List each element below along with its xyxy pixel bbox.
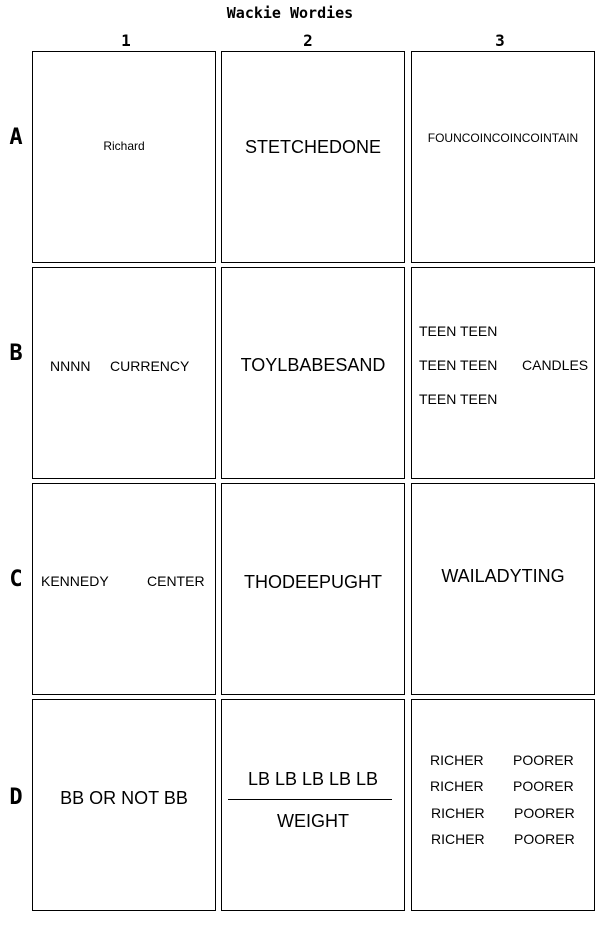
puzzle-text-line: TEEN TEEN bbox=[419, 357, 498, 373]
puzzle-text-left: NNNN bbox=[50, 358, 91, 374]
puzzle-cell-d1 bbox=[32, 699, 216, 911]
puzzle-text: WAILADYTING bbox=[441, 566, 565, 586]
puzzle-text-poorer: POORER bbox=[514, 805, 575, 821]
puzzle-text-richer: RICHER bbox=[430, 752, 484, 768]
puzzle-cell-a3 bbox=[411, 51, 595, 263]
row-header-b: B bbox=[9, 341, 23, 366]
puzzle-text: FOUNCOINCOINCOINTAIN bbox=[427, 131, 579, 145]
puzzle-text-richer: RICHER bbox=[431, 831, 485, 847]
puzzle-text-richer: RICHER bbox=[431, 805, 485, 821]
puzzle-cell-a1 bbox=[32, 51, 216, 263]
puzzle-text: THODEEPUGHT bbox=[243, 572, 382, 592]
puzzle-text-poorer: POORER bbox=[513, 752, 574, 768]
puzzle-cell-b1 bbox=[32, 267, 216, 479]
puzzle-cell-a2 bbox=[221, 51, 405, 263]
row-header-d: D bbox=[9, 785, 23, 810]
column-header-3: 3 bbox=[495, 31, 505, 50]
puzzle-text-candles: CANDLES bbox=[522, 357, 589, 373]
fraction-numerator: LB LB LB LB LB bbox=[247, 769, 379, 789]
puzzle-cell-d3 bbox=[411, 699, 595, 911]
puzzle-cell-b3 bbox=[411, 267, 595, 479]
puzzle-text: STETCHEDONE bbox=[244, 137, 381, 157]
column-header-2: 2 bbox=[303, 31, 313, 50]
puzzle-text: BB OR NOT BB bbox=[60, 788, 188, 808]
puzzle-cell-c1 bbox=[32, 483, 216, 695]
puzzle-cell-d2 bbox=[221, 699, 405, 911]
puzzle-text-right: CURRENCY bbox=[110, 358, 190, 374]
fraction-denominator: WEIGHT bbox=[277, 811, 349, 831]
page-title: Wackie Wordies bbox=[226, 4, 354, 22]
puzzle-text: TOYLBABESAND bbox=[240, 355, 386, 375]
puzzle-text-poorer: POORER bbox=[514, 831, 575, 847]
puzzle-text-line: TEEN TEEN bbox=[419, 323, 498, 339]
puzzle-cell-b2 bbox=[221, 267, 405, 479]
row-header-a: A bbox=[9, 125, 23, 150]
puzzle-text-right: CENTER bbox=[147, 573, 205, 589]
puzzle-text-poorer: POORER bbox=[513, 778, 574, 794]
puzzle-text: Richard bbox=[103, 139, 145, 153]
puzzle-text-richer: RICHER bbox=[430, 778, 484, 794]
puzzle-text-line: TEEN TEEN bbox=[419, 391, 498, 407]
puzzle-cell-c3 bbox=[411, 483, 595, 695]
column-header-1: 1 bbox=[121, 31, 131, 50]
fraction-line bbox=[228, 799, 392, 800]
puzzle-cell-c2 bbox=[221, 483, 405, 695]
row-header-c: C bbox=[9, 567, 23, 592]
puzzle-text-left: KENNEDY bbox=[41, 573, 109, 589]
